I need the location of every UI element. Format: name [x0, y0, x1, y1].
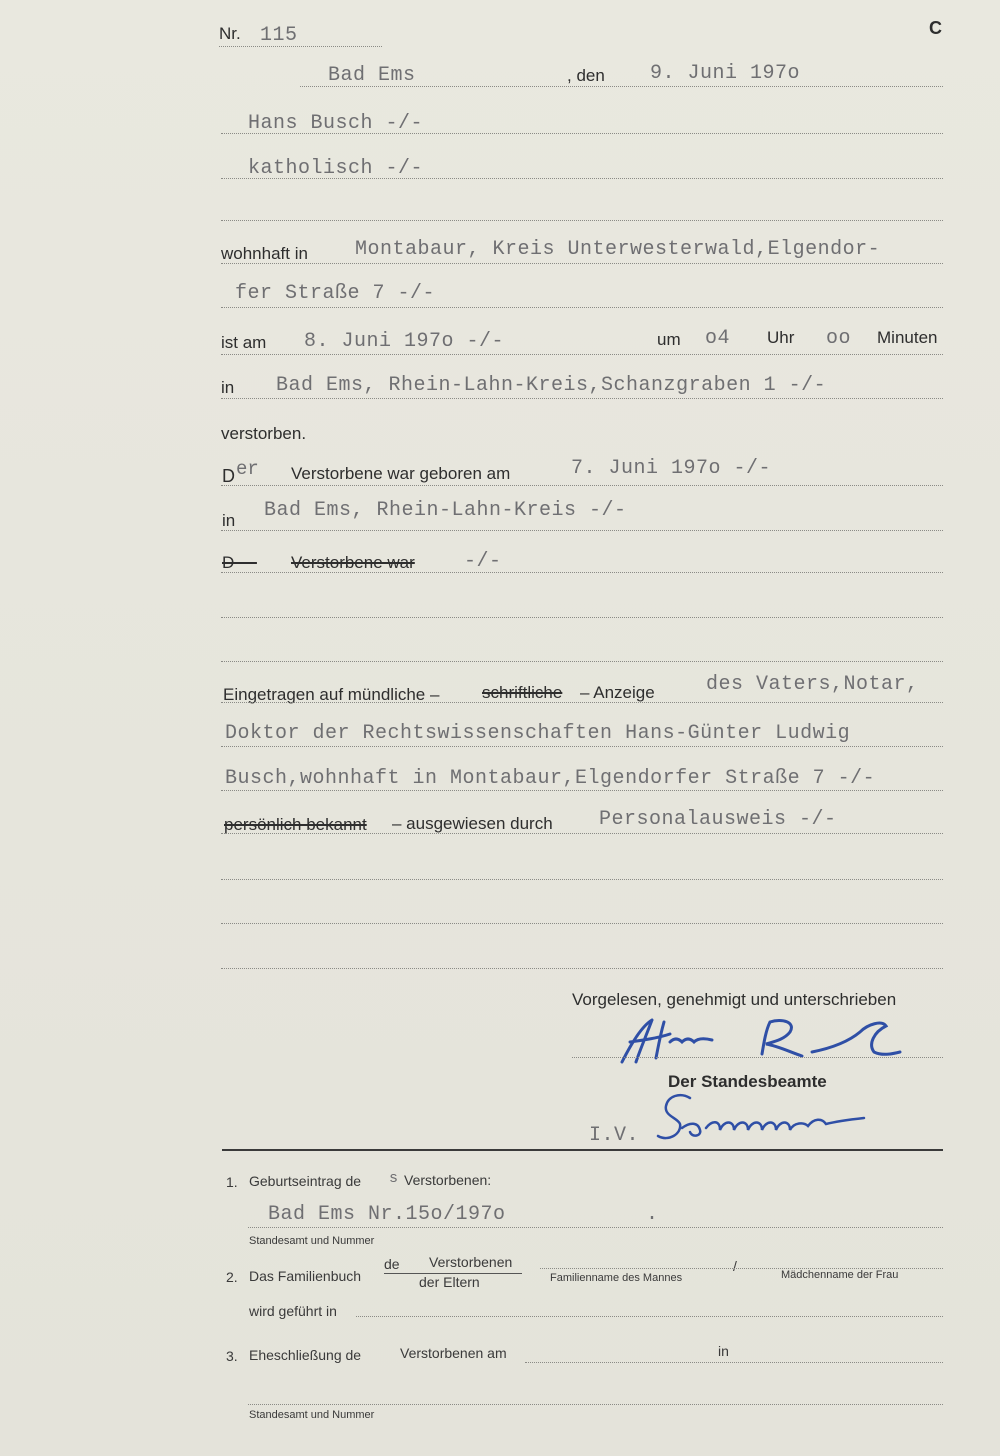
read-approved-label: Vorgelesen, genehmigt und unterschrieben — [572, 990, 897, 1009]
item3-label: Eheschließung de — [249, 1347, 362, 1363]
religion-line — [221, 178, 943, 179]
birth-date: 7. Juni 197o -/- — [571, 457, 772, 480]
death-in-label: in — [221, 378, 235, 397]
item2-top: Verstorbenen — [429, 1254, 513, 1270]
death-date-rule — [221, 354, 943, 355]
item1-dot: . — [646, 1203, 659, 1226]
birth-d-label: D — [222, 466, 235, 486]
item2-wife: Mädchenname der Frau — [781, 1269, 899, 1281]
registration-line3: Busch,wohnhaft in Montabaur,Elgendorfer Straße 7 -/- — [225, 767, 876, 790]
item3-mid: Verstorbenen am — [400, 1345, 507, 1361]
item3-in: in — [718, 1343, 729, 1359]
name-line — [221, 133, 943, 134]
item2-bottom: der Eltern — [419, 1274, 480, 1290]
residence-line1-rule — [221, 263, 943, 264]
informant-signature — [612, 1012, 902, 1068]
item3-number: 3. — [226, 1348, 238, 1364]
registration-label-start: Eingetragen auf mündliche – — [223, 685, 440, 704]
registration-label-end: – Anzeige — [580, 683, 655, 702]
item3-rule — [525, 1362, 943, 1363]
date-line — [300, 86, 943, 87]
residence-label: wohnhaft in — [221, 244, 308, 263]
marital-label: Verstorbene war — [291, 553, 415, 572]
nr-label: Nr. — [219, 24, 241, 43]
nr-value: 115 — [260, 24, 298, 47]
um-label: um — [657, 330, 681, 349]
item2-name-rule — [540, 1268, 943, 1269]
uhr-label: Uhr — [767, 328, 795, 347]
birth-label: Verstorbene war geboren am — [291, 464, 511, 483]
item2-rule — [356, 1316, 943, 1317]
birth-place: Bad Ems, Rhein-Lahn-Kreis -/- — [264, 499, 627, 522]
registration-line2: Doktor der Rechtswissenschaften Hans-Günter Ludwig — [225, 722, 851, 745]
item1-number: 1. — [226, 1174, 238, 1190]
informant-signature-rule — [572, 1057, 943, 1058]
registration-rule-3 — [221, 790, 943, 791]
blank-rule-5 — [221, 968, 943, 969]
ausgewiesen-label: – ausgewiesen durch — [392, 814, 553, 833]
den-label: , den — [567, 66, 605, 85]
registration-rule-4 — [221, 833, 943, 834]
blank-rule-2 — [221, 661, 943, 662]
registration-rule-2 — [221, 746, 943, 747]
blank-rule-1 — [221, 617, 943, 618]
birth-place-rule — [221, 530, 943, 531]
item2-slash: / — [733, 1258, 737, 1274]
official-label: Der Standesbeamte — [668, 1072, 827, 1091]
death-minutes: oo — [826, 327, 852, 350]
item1-rule — [248, 1227, 943, 1228]
item2-de: de — [384, 1256, 400, 1272]
corner-letter: C — [929, 18, 942, 38]
death-place-rule — [221, 398, 943, 399]
registration-line1: des Vaters,Notar, — [706, 673, 919, 696]
minuten-label: Minuten — [877, 328, 938, 347]
ist-am-label: ist am — [221, 333, 267, 352]
blank-line — [221, 220, 943, 221]
birth-date-rule — [221, 485, 943, 486]
person-religion: katholisch -/- — [248, 157, 424, 180]
item3-rule-2 — [248, 1404, 943, 1405]
blank-rule-3 — [221, 879, 943, 880]
item1-label-end: Verstorbenen: — [404, 1172, 492, 1188]
registration-label-struck: schriftliche — [482, 683, 563, 702]
iv-label: I.V. — [589, 1124, 640, 1147]
registration-rule-1 — [221, 702, 943, 703]
known-struck: persönlich bekannt — [224, 815, 367, 834]
person-name: Hans Busch -/- — [248, 112, 424, 135]
item2-husband: Familienname des Mannes — [550, 1272, 683, 1284]
item2-number: 2. — [226, 1269, 238, 1285]
verstorben-label: verstorben. — [221, 424, 307, 443]
marital-rule — [221, 572, 943, 573]
date-value: 9. Juni 197o — [650, 62, 801, 85]
blank-rule-4 — [221, 923, 943, 924]
residence-line2: fer Straße 7 -/- — [235, 282, 436, 305]
place-value: Bad Ems — [328, 64, 416, 87]
residence-line1: Montabaur, Kreis Unterwesterwald,Elgendor- — [355, 238, 881, 261]
nr-line — [219, 46, 382, 47]
item1-value: Bad Ems Nr.15o/197o — [268, 1203, 506, 1226]
marital-d-prefix: D---- — [222, 553, 257, 572]
item1-s: s — [389, 1170, 399, 1187]
item2-wird: wird geführt in — [249, 1303, 337, 1319]
death-date: 8. Juni 197o -/- — [304, 330, 505, 353]
item1-label: Geburtseintrag de — [249, 1173, 362, 1189]
residence-line2-rule — [221, 307, 943, 308]
item2-label: Das Familienbuch — [249, 1268, 362, 1284]
marital-value: -/- — [464, 550, 502, 573]
id-document: Personalausweis -/- — [599, 808, 837, 831]
item3-sub: Standesamt und Nummer — [249, 1409, 375, 1421]
birth-in-label: in — [222, 511, 236, 530]
section-divider — [222, 1149, 943, 1151]
birth-er-suffix: er — [236, 458, 259, 480]
item1-sub: Standesamt und Nummer — [249, 1235, 375, 1247]
death-hour: o4 — [705, 327, 731, 350]
death-place: Bad Ems, Rhein-Lahn-Kreis,Schanzgraben 1 -/- — [276, 374, 827, 397]
official-signature — [650, 1088, 880, 1148]
